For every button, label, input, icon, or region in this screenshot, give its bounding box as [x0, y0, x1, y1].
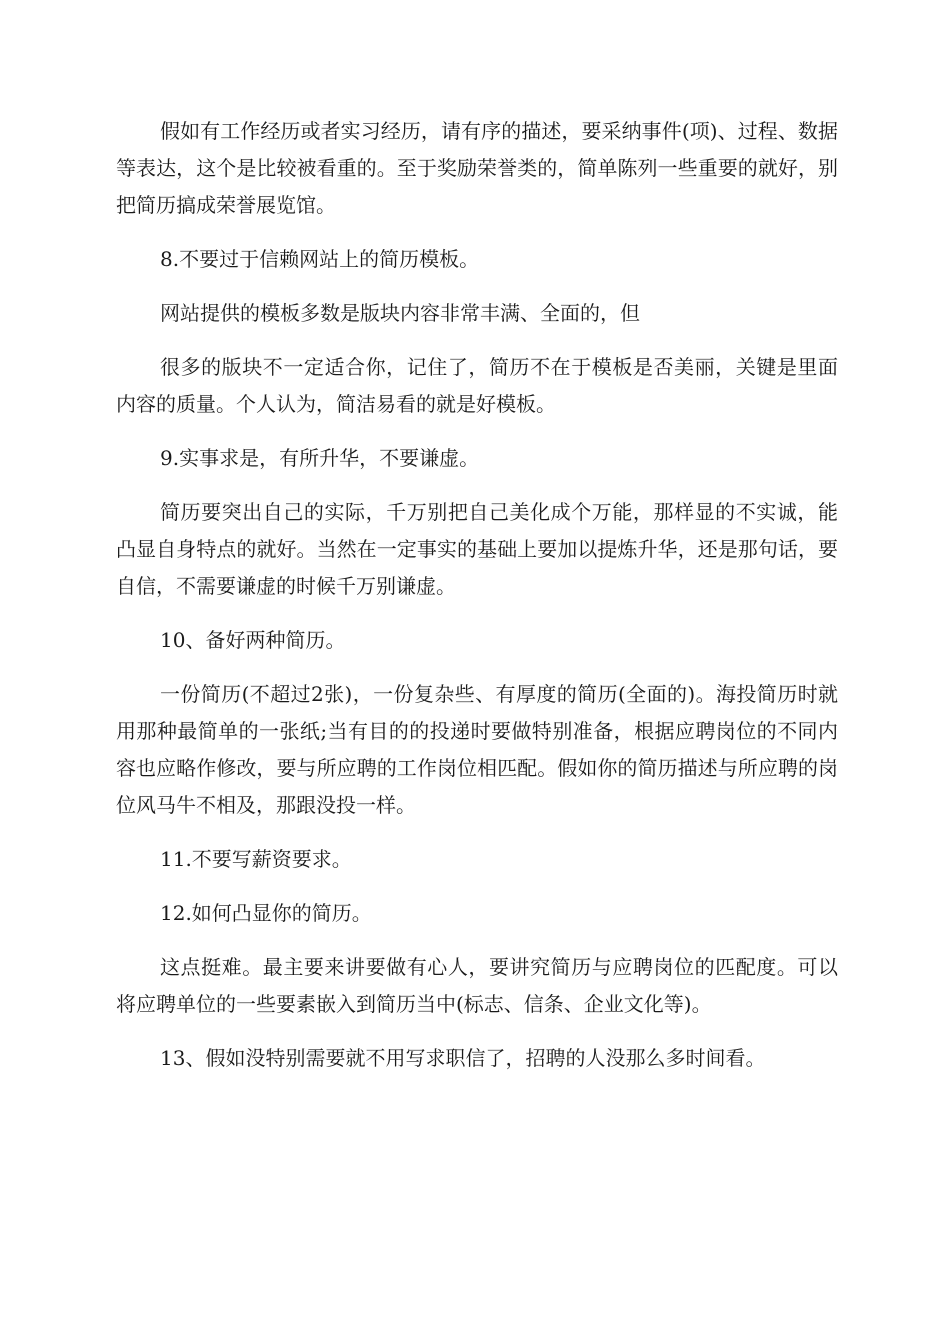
paragraph-template-quality: 很多的版块不一定适合你，记住了，简历不在于模板是否美丽，关键是里面内容的质量。个人认为，简洁易看的就是好模板。	[116, 355, 838, 416]
heading-tip-13: 13、假如没特别需要就不用写求职信了，招聘的人没那么多时间看。	[160, 1046, 766, 1070]
paragraph-template-intro: 网站提供的模板多数是版块内容非常丰满、全面的，但	[160, 301, 640, 325]
heading-tip-11: 11.不要写薪资要求。	[160, 847, 352, 871]
heading-tip-8: 8.不要过于信赖网站上的简历模板。	[160, 247, 480, 271]
heading-tip-10: 10、备好两种简历。	[160, 628, 346, 652]
heading-tip-12: 12.如何凸显你的简历。	[160, 901, 372, 925]
paragraph-two-resumes: 一份简历(不超过2张)，一份复杂些、有厚度的简历(全面的)。海投简历时就用那种最简单的一张纸;当有目的的投递时要做特别准备，根据应聘岗位的不同内容也应略作修改，要与所应聘的工作岗位相匹配。假如你的简历描述与所应聘的岗位风马牛不相及，那跟没投一样。	[116, 682, 838, 817]
heading-tip-9: 9.实事求是，有所升华，不要谦虚。	[160, 446, 480, 470]
paragraph-be-honest: 简历要突出自己的实际，千万别把自己美化成个万能，那样显的不实诚，能凸显自身特点的就好。当然在一定事实的基础上要加以提炼升华，还是那句话，要自信，不需要谦虚的时候千万别谦虚。	[116, 500, 838, 598]
paragraph-work-experience: 假如有工作经历或者实习经历，请有序的描述，要采纳事件(项)、过程、数据等表达，这个是比较被看重的。至于奖励荣誉类的，简单陈列一些重要的就好，别把简历搞成荣誉展览馆。	[116, 119, 838, 217]
document-body	[116, 113, 838, 1077]
paragraph-highlight-resume: 这点挺难。最主要来讲要做有心人，要讲究简历与应聘岗位的匹配度。可以将应聘单位的一些要素嵌入到简历当中(标志、信条、企业文化等)。	[116, 955, 838, 1016]
